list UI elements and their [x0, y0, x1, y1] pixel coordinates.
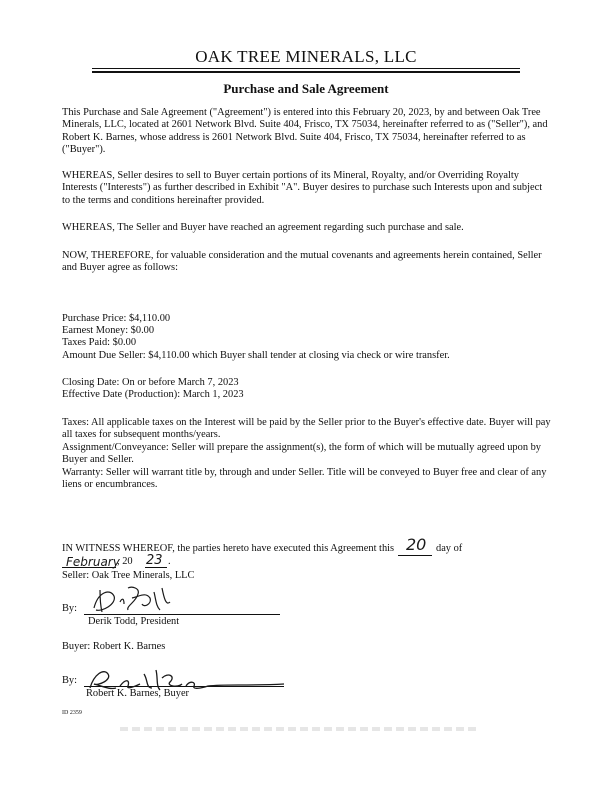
buyer-by-label: By: — [62, 675, 78, 686]
assignment-term: Assignment/Conveyance: Seller will prepare the assignment(s), the form of which will be mutually agreed upon by Buyer and Seller. — [62, 442, 542, 466]
buyer-label: Buyer: Robert K. Barnes — [62, 641, 166, 652]
year-suffix: . — [168, 556, 171, 567]
taxes-term: Taxes: All applicable taxes on the Interest will be paid by the Seller prior to the Buyer's effective date. Buyer will pay all taxes for subsequent months/years. — [62, 417, 551, 441]
header-rule-bottom — [92, 71, 520, 73]
document-title: Purchase and Sale Agreement — [223, 81, 389, 96]
taxes-paid: Taxes Paid: $0.00 — [62, 337, 137, 348]
whereas-interests-paragraph: WHEREAS, Seller desires to sell to Buyer certain portions of its Mineral, Royalty, and/or Overriding Royalty Interests ("Interests") as further described in Exhibit "A". Buyer desires to purchase such Interests upon and subject to the terms and conditions hereinafter provided. — [62, 170, 543, 206]
header-rule-top — [92, 68, 520, 69]
scan-artifact-line — [120, 727, 480, 731]
seller-signer-name: Derik Todd, President — [88, 616, 180, 627]
closing-date: Closing Date: On or before March 7, 2023 — [62, 377, 239, 388]
month-handwritten: February — [66, 555, 120, 569]
warranty-term: Warranty: Seller will warrant title by, through and under Seller. Title will be conveyed to Buyer free and clear of any liens or encumbrances. — [62, 467, 547, 491]
day-handwritten: 20 — [406, 535, 427, 554]
buyer-signer-name: Robert K. Barnes, Buyer — [86, 688, 190, 699]
document-id: ID 2359 — [62, 710, 82, 716]
seller-by-label: By: — [62, 603, 78, 614]
day-of-label: day of — [436, 543, 463, 554]
seller-label: Seller: Oak Tree Minerals, LLC — [62, 570, 195, 581]
purchase-price: Purchase Price: $4,110.00 — [62, 313, 171, 324]
earnest-money: Earnest Money: $0.00 — [62, 325, 155, 336]
intro-paragraph: This Purchase and Sale Agreement ("Agreement") is entered into this February 20, 2023, by and between Oak Tree Minerals, LLC, located at 2601 Network Blvd. Suite 404, Frisco, TX 75034, hereinafter referred to as ("Seller"), and Robert K. Barnes, whose address is 2601 Network Blvd. Suite 404, Frisco, TX 75034, hereinafter referred to as ("Buyer"). — [62, 107, 548, 155]
year-prefix: , 20 — [117, 556, 133, 567]
effective-date: Effective Date (Production): March 1, 2023 — [62, 389, 244, 400]
day-blank-line — [398, 555, 432, 556]
company-header: OAK TREE MINERALS, LLC — [195, 47, 417, 66]
witness-clause: IN WITNESS WHEREOF, the parties hereto have executed this Agreement this — [62, 543, 395, 554]
whereas-agreement-paragraph: WHEREAS, The Seller and Buyer have reached an agreement regarding such purchase and sale. — [62, 222, 464, 233]
now-therefore-paragraph: NOW, THEREFORE, for valuable consideration and the mutual covenants and agreements herein contained, Seller and Buyer agree as follows: — [62, 250, 542, 274]
amount-due-seller: Amount Due Seller: $4,110.00 which Buyer shall tender at closing via check or wire transfer. — [62, 350, 450, 361]
year-handwritten: 23 — [146, 553, 163, 568]
